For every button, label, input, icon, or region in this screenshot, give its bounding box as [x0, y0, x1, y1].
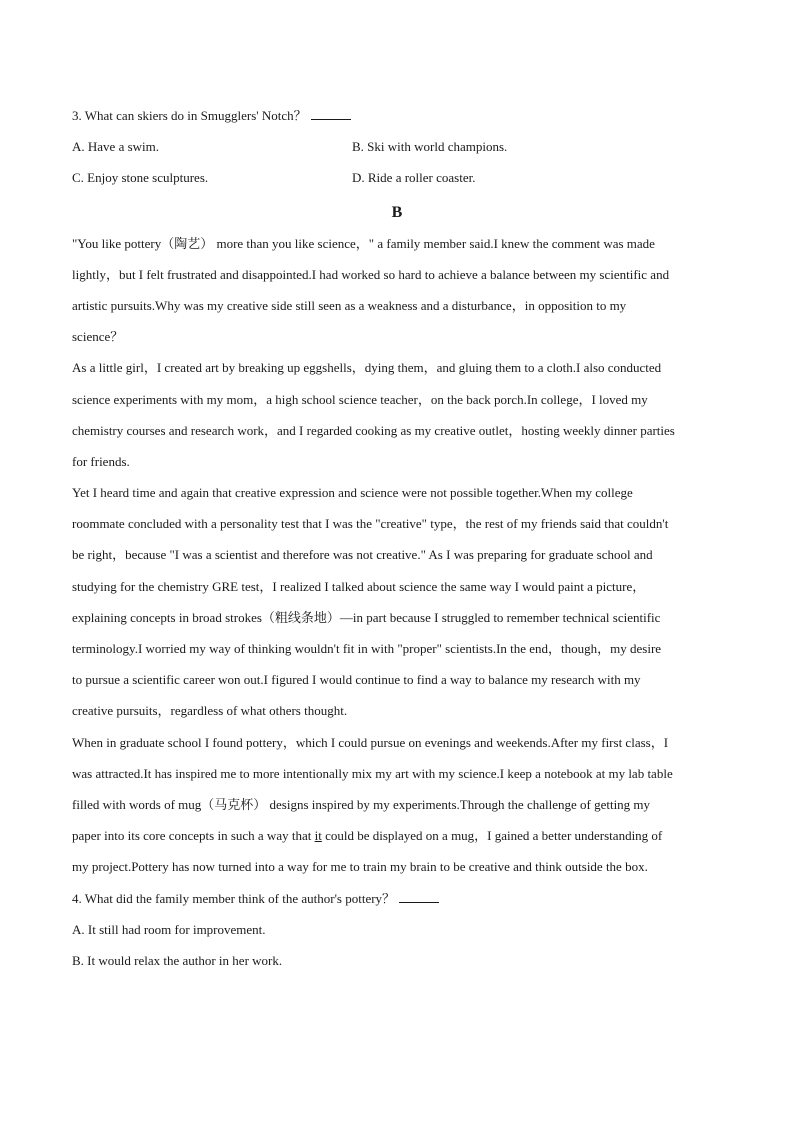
- document-page: [72, 100, 722, 976]
- passage: [72, 228, 722, 883]
- answer-blank: [311, 105, 351, 120]
- passage-line: When in graduate school I found pottery，which I could pursue on evenings and weekends.After my first class，I: [72, 734, 669, 750]
- passage-line: filled with words of mug（马克杯） designs inspired by my experiments.Through the challenge of getting my: [72, 796, 651, 812]
- passage-line: science？: [72, 329, 124, 345]
- option-a: A. Have a swim.: [72, 139, 160, 155]
- option-d: D. Ride a roller coaster.: [352, 170, 476, 186]
- passage-line-with-underlined-word: [72, 820, 722, 851]
- question-3: [72, 100, 722, 131]
- passage-line: As a little girl，I created art by breaking up eggshells，dying them，and gluing them to a cloth.I also conducted: [72, 360, 662, 376]
- passage-line: my project.Pottery has now turned into a way for me to train my brain to be creative and think outside the box.: [72, 859, 648, 875]
- passage-text: could be displayed on a mug，I gained a better understanding of: [321, 828, 663, 844]
- passage-line: chemistry courses and research work，and I regarded cooking as my creative outlet，hosting weekly dinner parties: [72, 422, 675, 438]
- passage-line: roommate concluded with a personality test that I was the "creative" type，the rest of my friends said that couldn't: [72, 516, 669, 532]
- underlined-word: it: [314, 828, 322, 844]
- answer-blank: [399, 888, 439, 903]
- passage-line: to pursue a scientific career won out.I figured I would continue to find a way to balance my research with my: [72, 672, 641, 688]
- passage-line: creative pursuits，regardless of what others thought.: [72, 703, 348, 719]
- passage-line: terminology.I worried my way of thinking wouldn't fit in with "proper" scientists.In the end，though，my desire: [72, 641, 662, 656]
- section-title: B: [391, 203, 403, 221]
- option-a: A. It still had room for improvement.: [72, 921, 266, 937]
- passage-text: paper into its core concepts in such a way that: [72, 828, 315, 844]
- passage-line: science experiments with my mom，a high school science teacher，on the back porch.In college，I loved my: [72, 391, 648, 407]
- option-c: C. Enjoy stone sculptures.: [72, 170, 209, 186]
- passage-line: Yet I heard time and again that creative expression and science were not possible together.When my college: [72, 485, 633, 501]
- question-4-stem: 4. What did the family member think of the author's pottery？: [72, 890, 396, 906]
- passage-line: be right，because "I was a scientist and therefore was not creative." As I was preparing for graduate school and: [72, 547, 653, 563]
- question-4: [72, 883, 722, 914]
- option-b: B. Ski with world champions.: [352, 139, 508, 155]
- question-3-stem: 3. What can skiers do in Smugglers' Notch？: [72, 108, 307, 123]
- option-b: B. It would relax the author in her work.: [72, 952, 283, 968]
- passage-line: "You like pottery（陶艺） more than you like science，" a family member said.I knew the comment was made: [72, 235, 655, 251]
- passage-line: artistic pursuits.Why was my creative side still seen as a weakness and a disturbance，in opposition to my: [72, 297, 627, 313]
- question-3-options-row-1: [72, 131, 722, 162]
- passage-line: was attracted.It has inspired me to more intentionally mix my art with my science.I keep a notebook at my lab table: [72, 765, 673, 781]
- question-3-options-row-2: [72, 162, 722, 193]
- passage-line: for friends.: [72, 453, 130, 469]
- passage-line: studying for the chemistry GRE test，I realized I talked about science the same way I would paint a picture，: [72, 578, 646, 594]
- passage-line: lightly，but I felt frustrated and disappointed.I had worked so hard to achieve a balance between my scientific and: [72, 266, 670, 282]
- passage-line: explaining concepts in broad strokes（粗线条地）—in part because I struggled to remember technical scientific: [72, 609, 661, 625]
